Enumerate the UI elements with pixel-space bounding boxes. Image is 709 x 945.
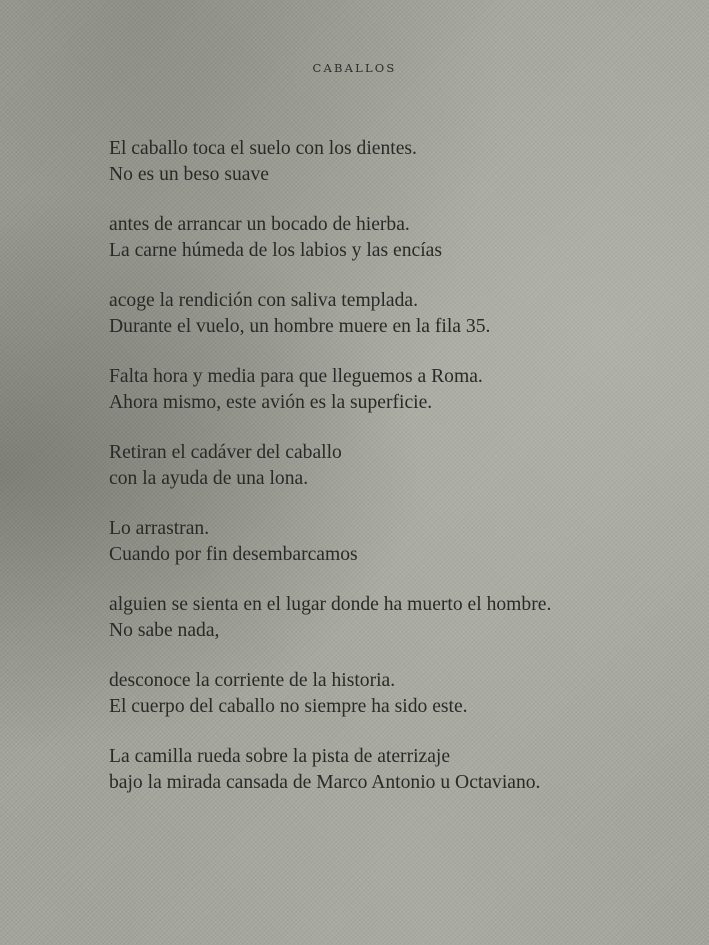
stanza bbox=[109, 516, 699, 592]
poem-line: El cuerpo del caballo no siempre ha sido este. bbox=[109, 696, 468, 717]
poem-body bbox=[109, 136, 699, 820]
poem-line: No sabe nada, bbox=[109, 620, 220, 641]
poem-title: CABALLOS bbox=[312, 61, 397, 75]
poem-line: La carne húmeda de los labios y las encías bbox=[109, 240, 442, 261]
poem-line: con la ayuda de una lona. bbox=[109, 468, 309, 489]
poem-line: antes de arrancar un bocado de hierba. bbox=[109, 214, 410, 235]
poem-line: acoge la rendición con saliva templada. bbox=[109, 290, 419, 311]
stanza bbox=[109, 668, 699, 744]
stanza bbox=[109, 288, 699, 364]
stanza bbox=[109, 440, 699, 516]
stanza bbox=[109, 744, 699, 820]
poem-line: Retiran el cadáver del caballo bbox=[109, 442, 342, 463]
poem-line: Cuando por fin desembarcamos bbox=[109, 544, 358, 565]
poem-line: La camilla rueda sobre la pista de aterrizaje bbox=[109, 746, 451, 767]
poem-line: No es un beso suave bbox=[109, 164, 269, 185]
stanza bbox=[109, 364, 699, 440]
stanza bbox=[109, 212, 699, 288]
stanza bbox=[109, 592, 699, 668]
poem-line: Falta hora y media para que lleguemos a Roma. bbox=[109, 366, 483, 387]
stanza bbox=[109, 136, 699, 212]
poem-line: Durante el vuelo, un hombre muere en la fila 35. bbox=[109, 316, 491, 337]
poem-line: El caballo toca el suelo con los dientes. bbox=[109, 138, 417, 159]
poem-line: bajo la mirada cansada de Marco Antonio u Octaviano. bbox=[109, 772, 541, 793]
poem-line: alguien se sienta en el lugar donde ha muerto el hombre. bbox=[109, 594, 552, 615]
poem-line: desconoce la corriente de la historia. bbox=[109, 670, 396, 691]
poem-line: Ahora mismo, este avión es la superficie. bbox=[109, 392, 433, 413]
poem-line: Lo arrastran. bbox=[109, 518, 210, 539]
